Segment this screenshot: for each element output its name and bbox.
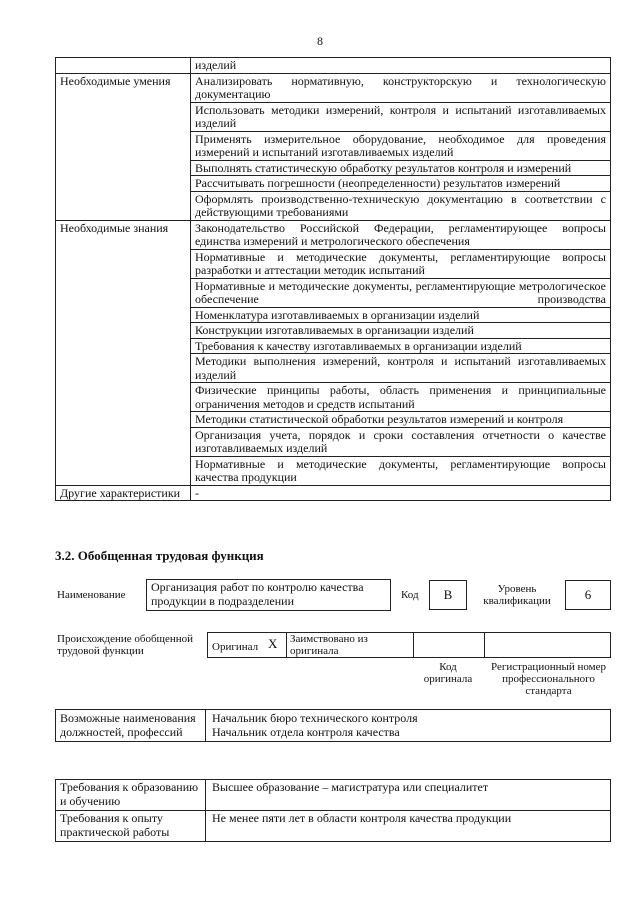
experience-value: Не менее пяти лет в области контроля качества продукции (206, 811, 611, 842)
knowledge-item: Законодательство Российской Федерации, регламентирующее вопросы единства измерений и метрологического обеспечения (191, 220, 611, 249)
reg-number-caption: Регистрационный номер профессионального стандарта (490, 661, 607, 697)
positions-table (55, 709, 611, 742)
continued-row: изделий (191, 58, 611, 74)
code-value: B (429, 580, 467, 610)
skill-item: Выполнять статистическую обработку результатов контроля и измерений (191, 160, 611, 176)
skill-item: Оформлять производственно-техническую документацию в соответствии с действующими требованиями (191, 191, 611, 220)
knowledge-item: Методики статистической обработки результатов измерений и контроля (191, 412, 611, 428)
education-value: Высшее образование – магистратура или специалитет (206, 780, 611, 811)
knowledge-item: Номенклатура изготавливаемых в организации изделий (191, 307, 611, 323)
skills-label: Необходимые умения (56, 73, 191, 220)
skill-item: Применять измерительное оборудование, необходимое для проведения измерений и испытаний изготавливаемых изделий (191, 131, 611, 160)
other-label: Другие характеристики (56, 485, 191, 501)
other-value: - (191, 485, 611, 501)
code-label: Код (401, 589, 419, 601)
original-label: Оригинал (212, 641, 259, 653)
knowledge-item: Физические принципы работы, область применения и принципиальные ограничения методов и средств испытаний (191, 383, 611, 412)
origin-label: Происхождение обобщенной трудовой функции (57, 633, 194, 657)
name-value: Организация работ по контролю качества продукции в подразделении (146, 579, 391, 611)
knowledge-item: Требования к качеству изготавливаемых в организации изделий (191, 338, 611, 354)
original-mark: X (268, 636, 278, 651)
position-item: Начальник отдела контроля качества (212, 724, 400, 739)
empty-label-cell (56, 58, 191, 74)
knowledge-item: Методики выполнения измерений, контроля и испытаний изготавливаемых изделий (191, 354, 611, 383)
knowledge-item: Нормативные и методические документы, регламентирующие вопросы разработки и аттестации методик испытаний (191, 249, 611, 278)
origin-divider (286, 633, 287, 657)
knowledge-item: Организация учета, порядок и сроки составления отчетности о качестве изготавливаемых изделий (191, 427, 611, 456)
skill-item: Использовать методики измерений, контроля и испытаний изготавливаемых изделий (191, 102, 611, 131)
requirements-table (55, 779, 611, 842)
knowledge-item: Конструкции изготавливаемых в организации изделий (191, 323, 611, 339)
knowledge-item: Нормативные и методические документы, регламентирующие метрологическое обеспечение производства (191, 278, 611, 307)
code-original-caption: Код оригинала (423, 661, 473, 685)
knowledge-item: Нормативные и методические документы, регламентирующие вопросы качества продукции (191, 456, 611, 485)
page-number: 8 (317, 34, 323, 48)
position-item: Начальник бюро технического контроля (212, 711, 418, 725)
origin-divider (484, 633, 485, 657)
positions-values (206, 710, 611, 742)
level-label: Уровень квалификации (483, 583, 551, 607)
origin-divider (413, 633, 414, 657)
borrowed-label: Заимствовано из оригинала (290, 633, 368, 657)
skills-knowledge-table (55, 57, 611, 501)
education-label: Требования к образованию и обучению (56, 780, 206, 811)
skill-item: Рассчитывать погрешности (неопределенности) результатов измерений (191, 176, 611, 192)
skill-item: Анализировать нормативную, конструкторскую и технологическую документацию (191, 73, 611, 102)
knowledge-label: Необходимые знания (56, 220, 191, 485)
section-heading: 3.2. Обобщенная трудовая функция (55, 548, 264, 563)
name-label: Наименование (57, 589, 126, 601)
positions-label: Возможные наименования должностей, профессий (56, 710, 206, 742)
level-value: 6 (565, 580, 611, 610)
experience-label: Требования к опыту практической работы (56, 811, 206, 842)
